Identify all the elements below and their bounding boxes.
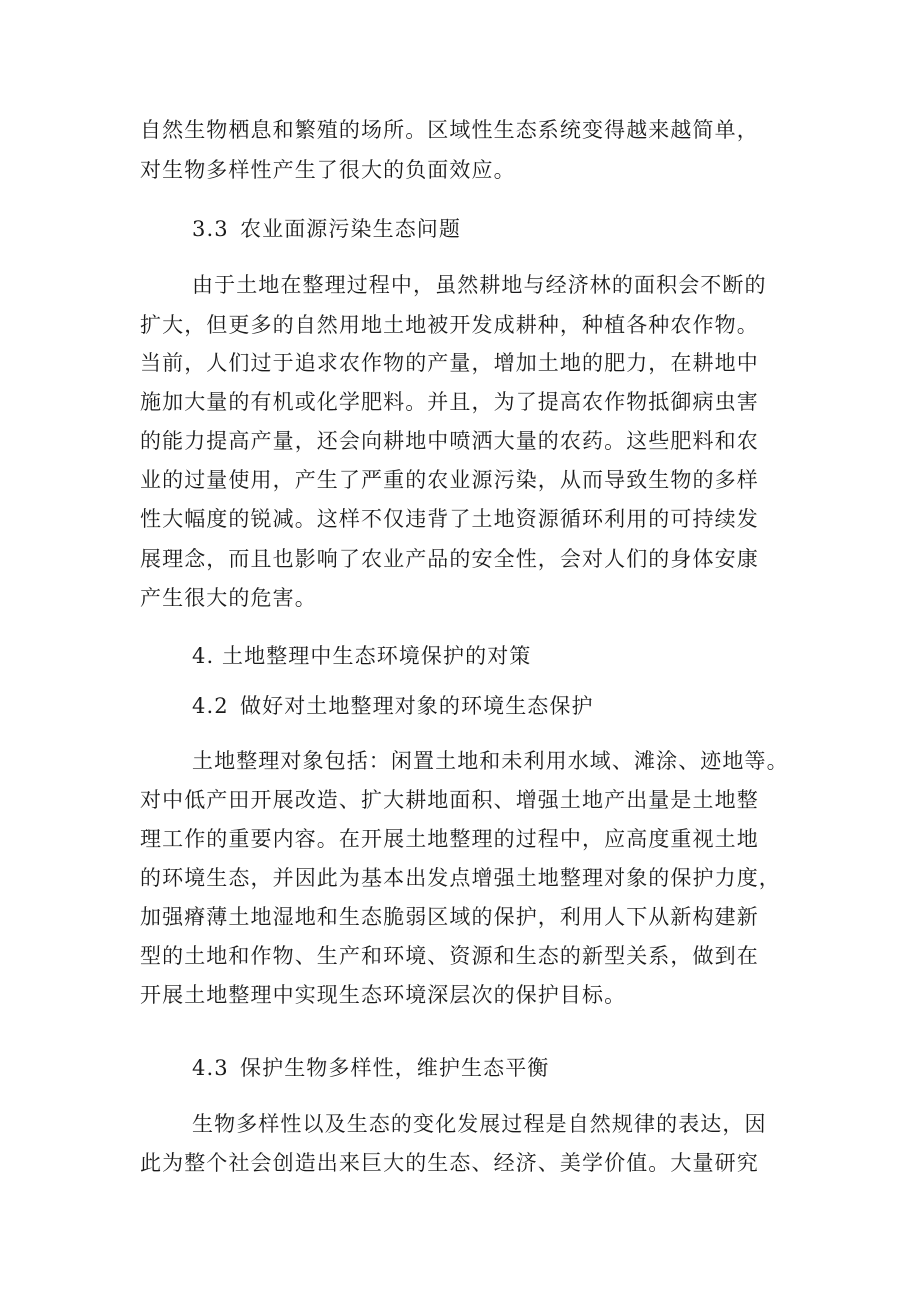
text-line: 由于土地在整理过程中，虽然耕地与经济林的面积会不断的 [192,273,767,297]
section-number: 3.3 [192,217,229,241]
text-line: 生物多样性以及生态的变化发展过程是自然规律的表达，因 [192,1112,767,1136]
text-line: 的能力提高产量，还会向耕地中喷洒大量的农药。这些肥料和农 [140,429,759,453]
text-line: 性大幅度的锐减。这样不仅违背了土地资源循环利用的可持续发 [140,507,759,531]
text-line: 此为整个社会创造出来巨大的生态、经济、美学价值。大量研究 [140,1151,759,1175]
text-line: 理工作的重要内容。在开展土地整理的过程中，应高度重视土地 [140,827,759,851]
section-heading-3-3 [192,215,461,243]
text-line: 当前，人们过于追求农作物的产量，增加土地的肥力，在耕地中 [140,351,759,375]
section-title: 保护生物多样性，维护生态平衡 [240,1056,550,1080]
text-line: 开展土地整理中实现生态环境深层次的保护目标。 [140,983,627,1007]
text-line: 对生物多样性产生了很大的负面效应。 [140,158,516,182]
section-number: 4.3 [192,1056,229,1080]
text-line: 业的过量使用，产生了严重的农业源污染，从而导致生物的多样 [140,468,759,492]
text-line: 型的土地和作物、生产和环境、资源和生态的新型关系，做到在 [140,944,759,968]
section-heading-4 [192,642,531,670]
text-line: 加强瘠薄土地湿地和生态脆弱区域的保护，利用人下从新构建新 [140,905,759,929]
text-line: 自然生物栖息和繁殖的场所。区域性生态系统变得越来越简单， [140,118,759,142]
text-line: 对中低产田开展改造、扩大耕地面积、增强土地产出量是土地整 [140,788,759,812]
text-line: 扩大，但更多的自然用地土地被开发成耕种，种植各种农作物。 [140,313,759,337]
section-title: 农业面源污染生态问题 [240,217,461,241]
section-heading-4-2 [192,692,594,720]
section-heading-4-3 [192,1054,549,1082]
text-line: 土地整理对象包括：闲置土地和未利用水域、滩涂、迹地等。 [192,749,789,773]
section-title: 做好对土地整理对象的环境生态保护 [240,694,594,718]
section-number: 4.2 [192,694,229,718]
section-title: 4. 土地整理中生态环境保护的对策 [192,644,532,668]
text-line: 的环境生态，并因此为基本出发点增强土地整理对象的保护力度， [140,866,781,890]
text-line: 施加大量的有机或化学肥料。并且，为了提高农作物抵御病虫害 [140,390,759,414]
text-line: 产生很大的危害。 [140,586,317,610]
text-line: 展理念，而且也影响了农业产品的安全性，会对人们的身体安康 [140,547,759,571]
